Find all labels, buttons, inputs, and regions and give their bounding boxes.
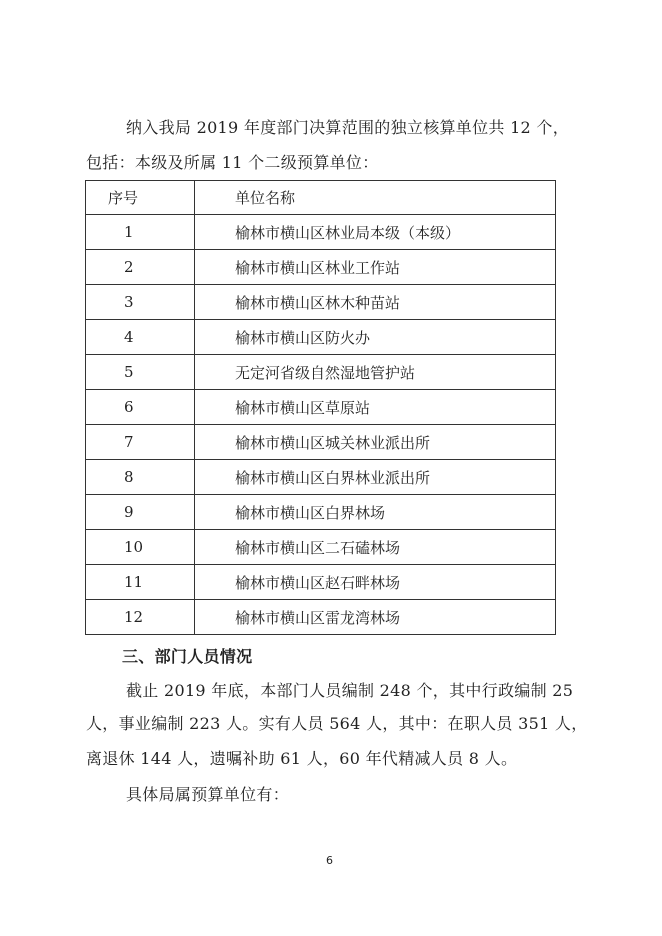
- row-seq: 9: [86, 495, 195, 530]
- row-seq: 7: [86, 425, 195, 460]
- table-row: [86, 285, 556, 320]
- row-unit-name: 无定河省级自然湿地管护站: [195, 355, 556, 390]
- table-row: [86, 425, 556, 460]
- row-unit-name: 榆林市横山区赵石畔林场: [195, 565, 556, 600]
- row-unit-name: 榆林市横山区林业局本级（本级）: [195, 215, 556, 250]
- row-unit-name: 榆林市横山区雷龙湾林场: [195, 600, 556, 635]
- staff-line-3: 离退休 144 人，遗嘱补助 61 人，60 年代精减人员 8 人。: [86, 749, 518, 768]
- row-seq: 4: [86, 320, 195, 355]
- row-unit-name: 榆林市横山区二石磕林场: [195, 530, 556, 565]
- staff-line-2: 人，事业编制 223 人。实有人员 564 人，其中：在职人员 351 人，: [86, 714, 588, 733]
- row-unit-name: 榆林市横山区林木种苗站: [195, 285, 556, 320]
- table-row: [86, 600, 556, 635]
- row-seq: 10: [86, 530, 195, 565]
- section-heading: 三、部门人员情况: [122, 647, 253, 666]
- table-row: [86, 320, 556, 355]
- table-row: [86, 460, 556, 495]
- intro-line-1: 纳入我局 2019 年度部门决算范围的独立核算单位共 12 个，: [126, 118, 570, 137]
- row-seq: 8: [86, 460, 195, 495]
- row-unit-name: 榆林市横山区防火办: [195, 320, 556, 355]
- row-seq: 5: [86, 355, 195, 390]
- row-seq: 3: [86, 285, 195, 320]
- row-unit-name: 榆林市横山区白界林业派出所: [195, 460, 556, 495]
- page-number: 6: [326, 854, 333, 867]
- staff-line-4: 具体局属预算单位有：: [126, 785, 290, 804]
- row-unit-name: 榆林市横山区白界林场: [195, 495, 556, 530]
- row-unit-name: 榆林市横山区林业工作站: [195, 250, 556, 285]
- table-row: [86, 250, 556, 285]
- row-unit-name: 榆林市横山区草原站: [195, 390, 556, 425]
- header-seq: 序号: [86, 181, 195, 215]
- header-unit-name: 单位名称: [195, 181, 556, 215]
- row-unit-name: 榆林市横山区城关林业派出所: [195, 425, 556, 460]
- row-seq: 6: [86, 390, 195, 425]
- staff-line-1: 截止 2019 年底，本部门人员编制 248 个，其中行政编制 25: [126, 681, 574, 700]
- row-seq: 2: [86, 250, 195, 285]
- table-row: [86, 355, 556, 390]
- row-seq: 12: [86, 600, 195, 635]
- table-row: [86, 215, 556, 250]
- table-row: [86, 390, 556, 425]
- table-row: [86, 565, 556, 600]
- row-seq: 11: [86, 565, 195, 600]
- units-table: [85, 180, 556, 635]
- row-seq: 1: [86, 215, 195, 250]
- table-row: [86, 530, 556, 565]
- table-header-row: [86, 181, 556, 215]
- intro-line-2: 包括：本级及所属 11 个二级预算单位：: [86, 153, 379, 172]
- table-row: [86, 495, 556, 530]
